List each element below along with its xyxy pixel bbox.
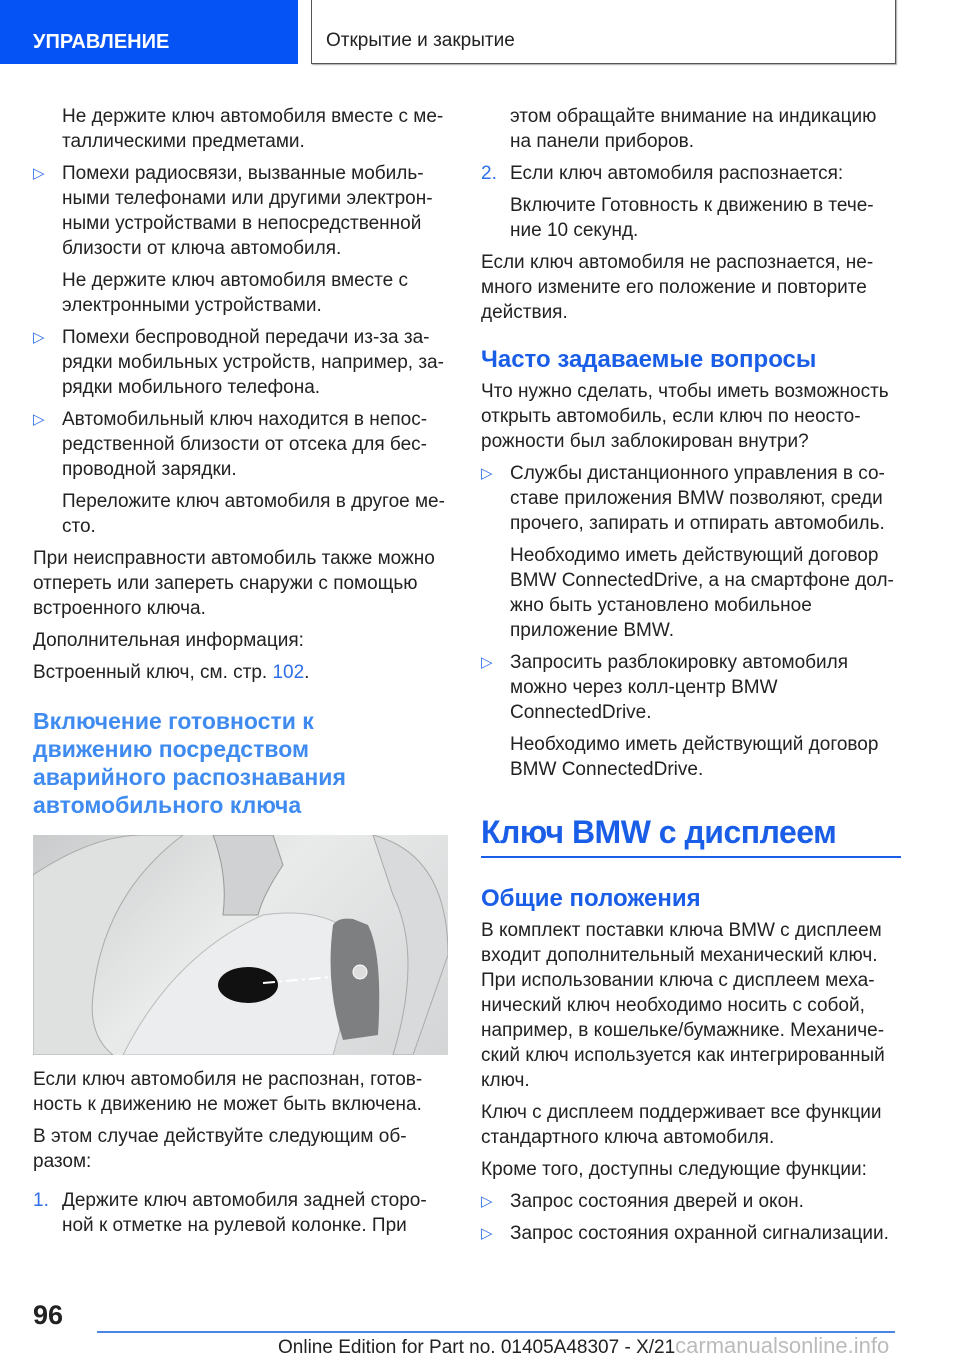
section-tab	[0, 0, 298, 64]
paragraph: Необходимо иметь действующий договор BMW ConnectedDrive, а на смартфоне дол- жно быть установлено мобильное приложение BMW.	[510, 545, 894, 641]
reference-text: Встроенный ключ, см. стр.	[33, 662, 273, 683]
edition-text: Online Edition for Part no. 01405A48307 - X/21	[278, 1337, 676, 1358]
list-item-text: Помехи радиосвязи, вызванные мобиль- ными телефонами или другими электрон- ными устройствами в непосредственной близости от ключа автомобиля.	[62, 163, 433, 259]
list-item	[481, 461, 901, 536]
bullet-triangle-icon: ▷	[481, 465, 493, 482]
paragraph: В комплект поставки ключа BMW с дисплеем входит дополнительный механический ключ. При использовании ключа с дисплеем меха- нический ключ необходимо носить с собой, например, в кошельке/бумажнике. Механиче- ский ключ используется как интегрированный ключ.	[481, 920, 885, 1091]
right-column	[481, 104, 901, 1253]
watermark: carmanualsonline.info	[675, 1333, 890, 1358]
paragraph: Что нужно сделать, чтобы иметь возможность открыть автомобиль, если ключ по неосто- рожности был заблокирован внутри?	[481, 381, 889, 452]
numbered-step	[33, 1188, 453, 1238]
step-text: Если ключ автомобиля распознается:	[510, 163, 844, 184]
paragraph: Переложите ключ автомобиля в другое ме- сто.	[62, 491, 445, 537]
paragraph: Встроенный ключ, см. стр. 102.	[33, 662, 310, 683]
step-text: Держите ключ автомобиля задней сторо- ной к отметке на рулевой колонке. При	[62, 1190, 427, 1236]
list-item-text: Запрос состояния охранной сигнализации.	[510, 1223, 889, 1244]
paragraph: Кроме того, доступны следующие функции:	[481, 1159, 867, 1180]
footer	[278, 1333, 889, 1359]
paragraph: этом обращайте внимание на индикацию на панели приборов.	[510, 106, 877, 152]
section-heading: Включение готовности к движению посредством аварийного распознавания автомобильного ключа	[33, 708, 346, 818]
bullet-triangle-icon: ▷	[481, 1193, 493, 1210]
list-item	[33, 161, 453, 261]
faq-heading: Часто задаваемые вопросы	[481, 346, 817, 373]
list-item-text: Помехи беспроводной передачи из-за за- рядки мобильных устройств, например, за- рядки мобильного телефона.	[62, 327, 444, 398]
list-item-text: Запрос состояния дверей и окон.	[510, 1191, 804, 1212]
list-item	[33, 407, 453, 482]
bullet-triangle-icon: ▷	[33, 165, 45, 182]
page-number: 96	[33, 1300, 64, 1330]
paragraph: Дополнительная информация:	[33, 630, 304, 651]
bullet-triangle-icon: ▷	[481, 654, 493, 671]
bullet-triangle-icon: ▷	[33, 411, 45, 428]
paragraph: Не держите ключ автомобиля вместе с ме- таллическими предметами.	[62, 106, 444, 152]
paragraph: Включите Готовность к движению в тече- ние 10 секунд.	[510, 195, 874, 241]
chapter-tab	[311, 0, 896, 64]
paragraph: В этом случае действуйте следующим об- разом:	[33, 1126, 407, 1172]
paragraph: Не держите ключ автомобиля вместе с электронными устройствами.	[62, 270, 408, 316]
chapter-heading: Ключ BMW с дисплеем	[481, 812, 901, 858]
paragraph: Необходимо иметь действующий договор BMW ConnectedDrive.	[510, 734, 879, 780]
numbered-step	[481, 161, 901, 186]
section-heading: Общие положения	[481, 885, 701, 912]
paragraph: При неисправности автомобиль также можно отпереть или запереть снаружи с помощью встроенного ключа.	[33, 548, 435, 619]
bullet-triangle-icon: ▷	[481, 1225, 493, 1242]
paragraph: Если ключ автомобиля не распознается, не- много измените его положение и повторите действия.	[481, 252, 874, 323]
paragraph: Если ключ автомобиля не распознан, готов- ность к движению не может быть включена.	[33, 1069, 423, 1115]
chapter-title: Открытие и закрытие	[326, 30, 515, 51]
paragraph: Ключ с дисплеем поддерживает все функции стандартного ключа автомобиля.	[481, 1102, 882, 1148]
page-link[interactable]: 102	[272, 662, 305, 683]
list-item	[481, 1189, 901, 1214]
list-item	[481, 1221, 901, 1246]
bullet-triangle-icon: ▷	[33, 329, 45, 346]
section-title: УПРАВЛЕНИЕ	[33, 31, 170, 53]
list-item	[481, 650, 901, 725]
step-number: 2.	[481, 163, 497, 184]
left-column	[33, 104, 453, 1245]
list-item-text: Автомобильный ключ находится в непос- редственной близости от отсека для бес- проводной зарядки.	[62, 409, 428, 480]
list-item-text: Службы дистанционного управления в со- ставе приложения BMW позволяют, среди прочего, запирать и отпирать автомобиль.	[510, 463, 885, 534]
steering-column-key-illustration	[33, 835, 448, 1055]
list-item-text: Запросить разблокировку автомобиля можно через колл-центр BMW ConnectedDrive.	[510, 652, 849, 723]
step-number: 1.	[33, 1190, 49, 1211]
list-item	[33, 325, 453, 400]
